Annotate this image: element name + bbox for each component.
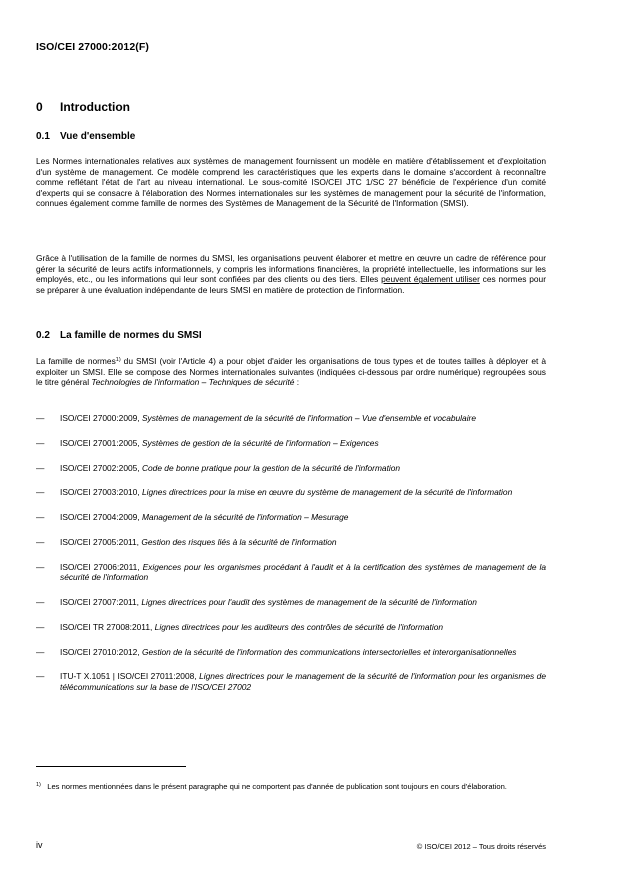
underlined-text: peuvent également utiliser (381, 274, 480, 285)
standard-reference: ISO/CEI 27001:2005, (60, 437, 142, 448)
list-dash: — (36, 646, 45, 657)
paragraph-text: du SMSI (voir l'Article 4) a pour objet d'aider les organisations de tous types et de toutes tailles à déployer et à exploiter un SMSI. Elle se compose des Normes internationales suivantes (indiquées ci-dessous par ordre numérique) regroupées sous le titre général (36, 356, 546, 388)
list-item (36, 438, 546, 449)
subsection-heading-family (36, 330, 202, 341)
standard-reference: ISO/CEI 27010:2012, (60, 646, 142, 657)
footnote-ref: 1) (115, 357, 121, 363)
standard-title: Lignes directrices pour la mise en œuvre du système de management de la sécurité de l'information (141, 487, 513, 498)
paragraph-text: ces normes pour se préparer à une évaluation indépendante de leurs SMSI en matière de protection de l'information. (36, 274, 547, 295)
list-dash: — (36, 536, 45, 547)
paragraph-text: La famille de normes (36, 356, 116, 366)
page-number: iv (36, 840, 43, 850)
standards-list (36, 413, 546, 693)
list-item (36, 562, 546, 583)
document-header: ISO/CEI 27000:2012(F) (36, 41, 149, 53)
standard-title: Lignes directrices pour les auditeurs des contrôles de sécurité de l'information (154, 621, 444, 632)
footnote-divider (36, 766, 186, 767)
paragraph-overview-2 (36, 253, 546, 295)
standard-title: Systèmes de management de la sécurité de l'information – Vue d'ensemble et vocabulaire (141, 413, 477, 423)
list-item (36, 622, 546, 633)
list-dash: — (36, 487, 45, 498)
list-dash: — (36, 597, 45, 608)
footnote (36, 780, 546, 792)
italic-title: Technologies de l'information – Techniques de sécurité (91, 377, 295, 388)
subsection-title: Vue d'ensemble (60, 131, 136, 142)
list-item (36, 597, 546, 608)
paragraph-text: Grâce à l'utilisation de la famille de normes du SMSI, les organisations peuvent élaborer et mettre en œuvre un cadre de référence pour gérer la sécurité de leurs actifs informationnels, y compris les informations financières, la propriété intellectuelle, les informations sur les employés, etc., ou les informations qui leur sont confiées par des clients ou des tiers. Elles (36, 253, 546, 285)
subsection-number: 0.1 (36, 131, 50, 142)
section-number: 0 (36, 100, 43, 114)
list-dash: — (36, 462, 45, 473)
list-dash: — (36, 437, 45, 448)
standard-title: Lignes directrices pour l'audit des systèmes de management de la sécurité de l'information (141, 597, 477, 608)
list-dash: — (36, 671, 45, 682)
list-dash: — (36, 413, 45, 423)
standard-reference: ISO/CEI 27004:2009, (60, 512, 142, 523)
standard-reference: ISO/CEI 27003:2010, (60, 487, 142, 498)
paragraph-text: : (294, 377, 300, 388)
standard-reference: ISO/CEI 27005:2011, (60, 536, 142, 547)
section-title: Introduction (60, 100, 130, 114)
paragraph-overview-1: Les Normes internationales relatives aux systèmes de management fournissent un modèle en matière d'établissement et d'exploitation d'un système de management. Ce modèle comprend les caractéristiques que les experts dans le domaine s'accordent à reconnaître comme reflétant l'état de l'art au niveau international. Le sous-comité ISO/CEI JTC 1/SC 27 bénéficie de l'expérience d'un comité d'experts qui se consacre à l'élaboration des Normes internationales sur les systèmes de management pour la sécurité de l'information, connues également comme famille de normes des Systèmes de Management de la Sécurité de l'Information (SMSI). (36, 156, 546, 209)
standard-title: Systèmes de gestion de la sécurité de l'information – Exigences (141, 437, 379, 448)
list-dash: — (36, 561, 45, 572)
list-item (36, 647, 546, 658)
standard-reference: ITU-T X.1051 | ISO/CEI 27011:2008, (60, 671, 200, 682)
standard-title: Gestion des risques liés à la sécurité de l'information (141, 536, 337, 547)
footnote-text: Les normes mentionnées dans le présent paragraphe qui ne comportent pas d'année de publication sont toujours en cours d'élaboration. (47, 782, 507, 791)
standard-title: Lignes directrices pour le management de la sécurité de l'information pour les organismes de télécommunications sur la base de l'ISO/CEI 27002 (60, 671, 546, 692)
standard-title: Gestion de la sécurité de l'information des communications intersectorielles et interorganisationnelles (141, 646, 517, 657)
list-item (36, 413, 546, 424)
standard-title: Exigences pour les organismes procédant à l'audit et à la certification des systèmes de management de la sécurité de l'information (60, 561, 546, 583)
list-item (36, 487, 546, 498)
standard-reference: ISO/CEI 27007:2011, (60, 597, 142, 608)
list-item (36, 463, 546, 474)
standard-title: Code de bonne pratique pour la gestion de la sécurité de l'information (141, 462, 401, 473)
paragraph-family-intro (36, 355, 546, 388)
list-item (36, 537, 546, 548)
standard-reference: ISO/CEI TR 27008:2011, (60, 621, 155, 632)
subsection-title: La famille de normes du SMSI (60, 330, 202, 341)
standard-reference: ISO/CEI 27006:2011, (60, 561, 143, 572)
standard-title: Management de la sécurité de l'information – Mesurage (141, 512, 349, 523)
copyright-notice: © ISO/CEI 2012 – Tous droits réservés (416, 842, 546, 851)
list-item (36, 512, 546, 523)
section-heading-introduction (36, 100, 130, 114)
standard-reference: ISO/CEI 27002:2005, (60, 462, 142, 473)
list-dash: — (36, 512, 45, 523)
subsection-number: 0.2 (36, 330, 50, 341)
list-item (36, 671, 546, 692)
standard-reference: ISO/CEI 27000:2009, (60, 413, 142, 423)
footnote-mark: 1) (36, 782, 41, 788)
list-dash: — (36, 621, 45, 632)
subsection-heading-overview (36, 131, 135, 142)
